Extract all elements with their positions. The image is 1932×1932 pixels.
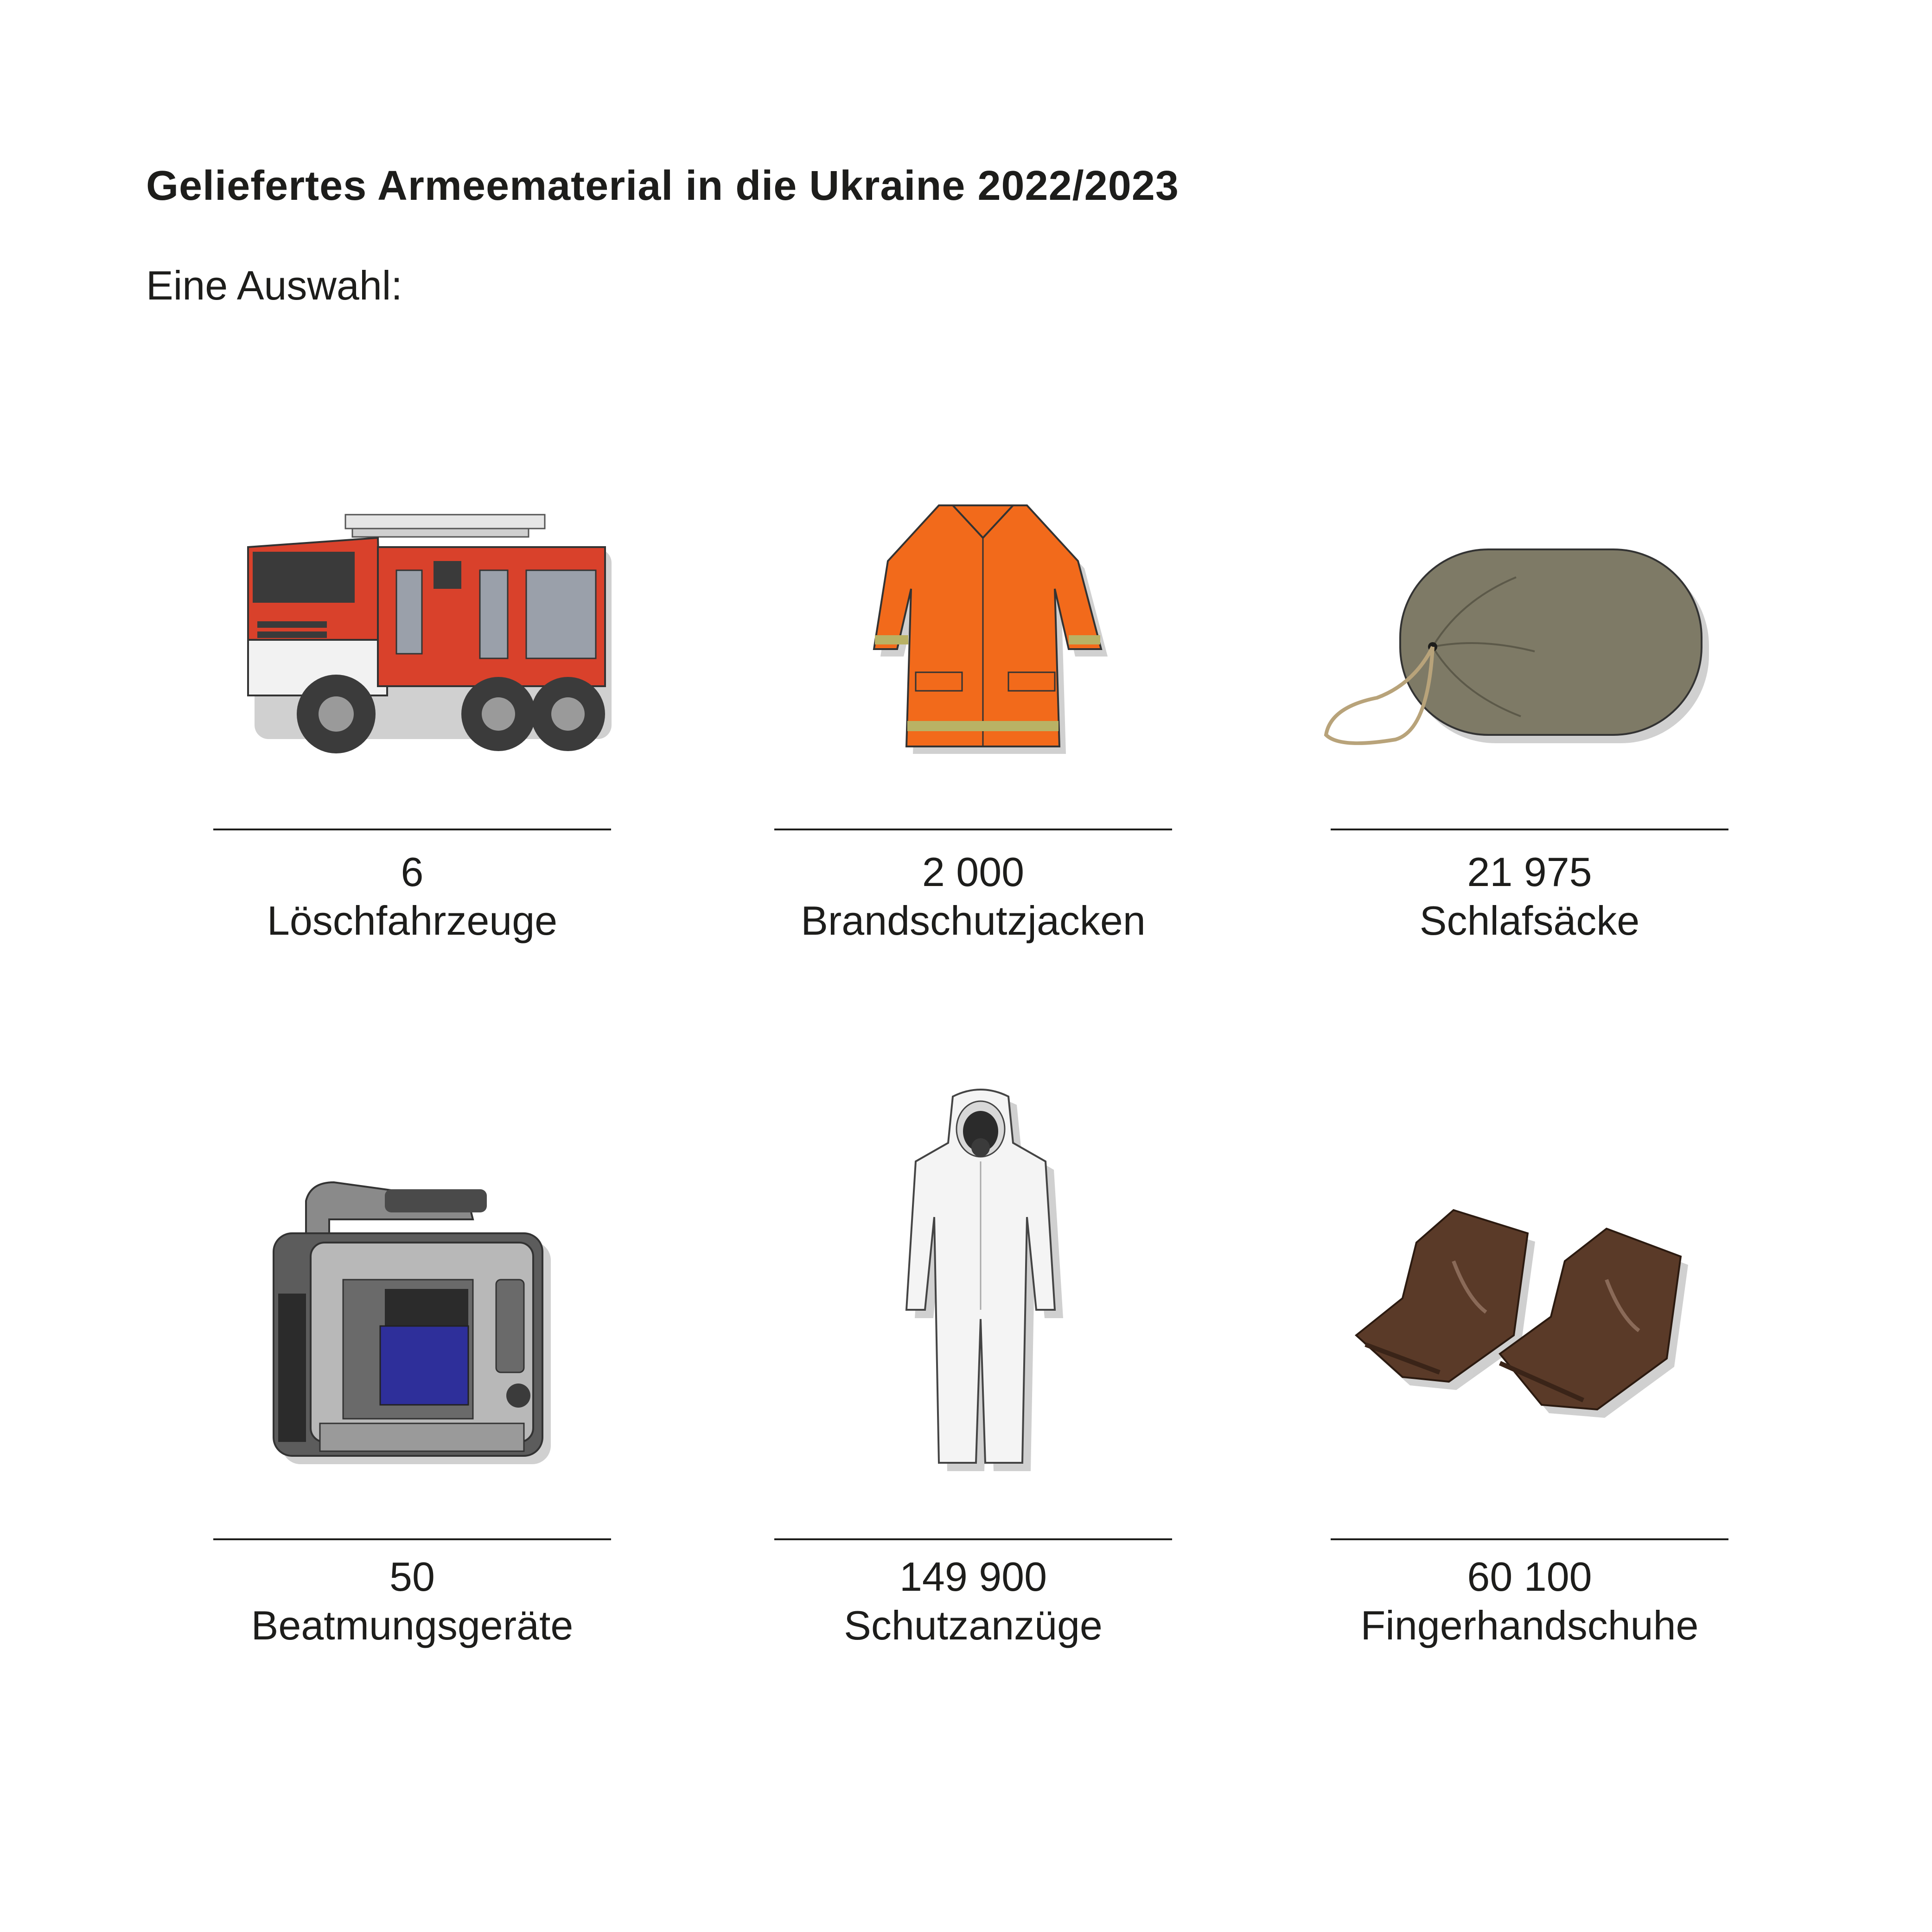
item-value: 60 100 [1467,1554,1592,1600]
divider-line [774,829,1172,830]
ventilator-icon [274,1173,552,1470]
divider-line [774,1538,1172,1540]
divider-line [213,1538,611,1540]
item-label: Beatmungsgeräte [251,1602,574,1648]
item-value: 21 975 [1467,849,1592,895]
divider-line [213,829,611,830]
item-label: Fingerhandschuhe [1360,1602,1699,1648]
item-value: 50 [389,1554,435,1600]
item-value: 6 [401,849,424,895]
divider-line [1331,1538,1728,1540]
divider-line [1331,829,1728,830]
page-title: Geliefertes Armeematerial in die Ukraine 2022/2023 [146,163,1179,209]
item-label: Löschfahrzeuge [267,898,558,944]
page-subtitle: Eine Auswahl: [146,262,402,308]
sleeping-bag-icon [1321,545,1711,763]
item-value: 2 000 [922,849,1025,895]
gloves-icon [1347,1205,1709,1447]
item-label: Schutzanzüge [844,1602,1103,1648]
item-label: Schlafsäcke [1419,898,1640,944]
fire-truck-icon [239,510,628,770]
item-label: Brandschutzjacken [801,898,1146,944]
fire-jacket-icon [874,496,1106,760]
protective-suit-icon [897,1087,1064,1486]
item-value: 149 900 [899,1554,1047,1600]
